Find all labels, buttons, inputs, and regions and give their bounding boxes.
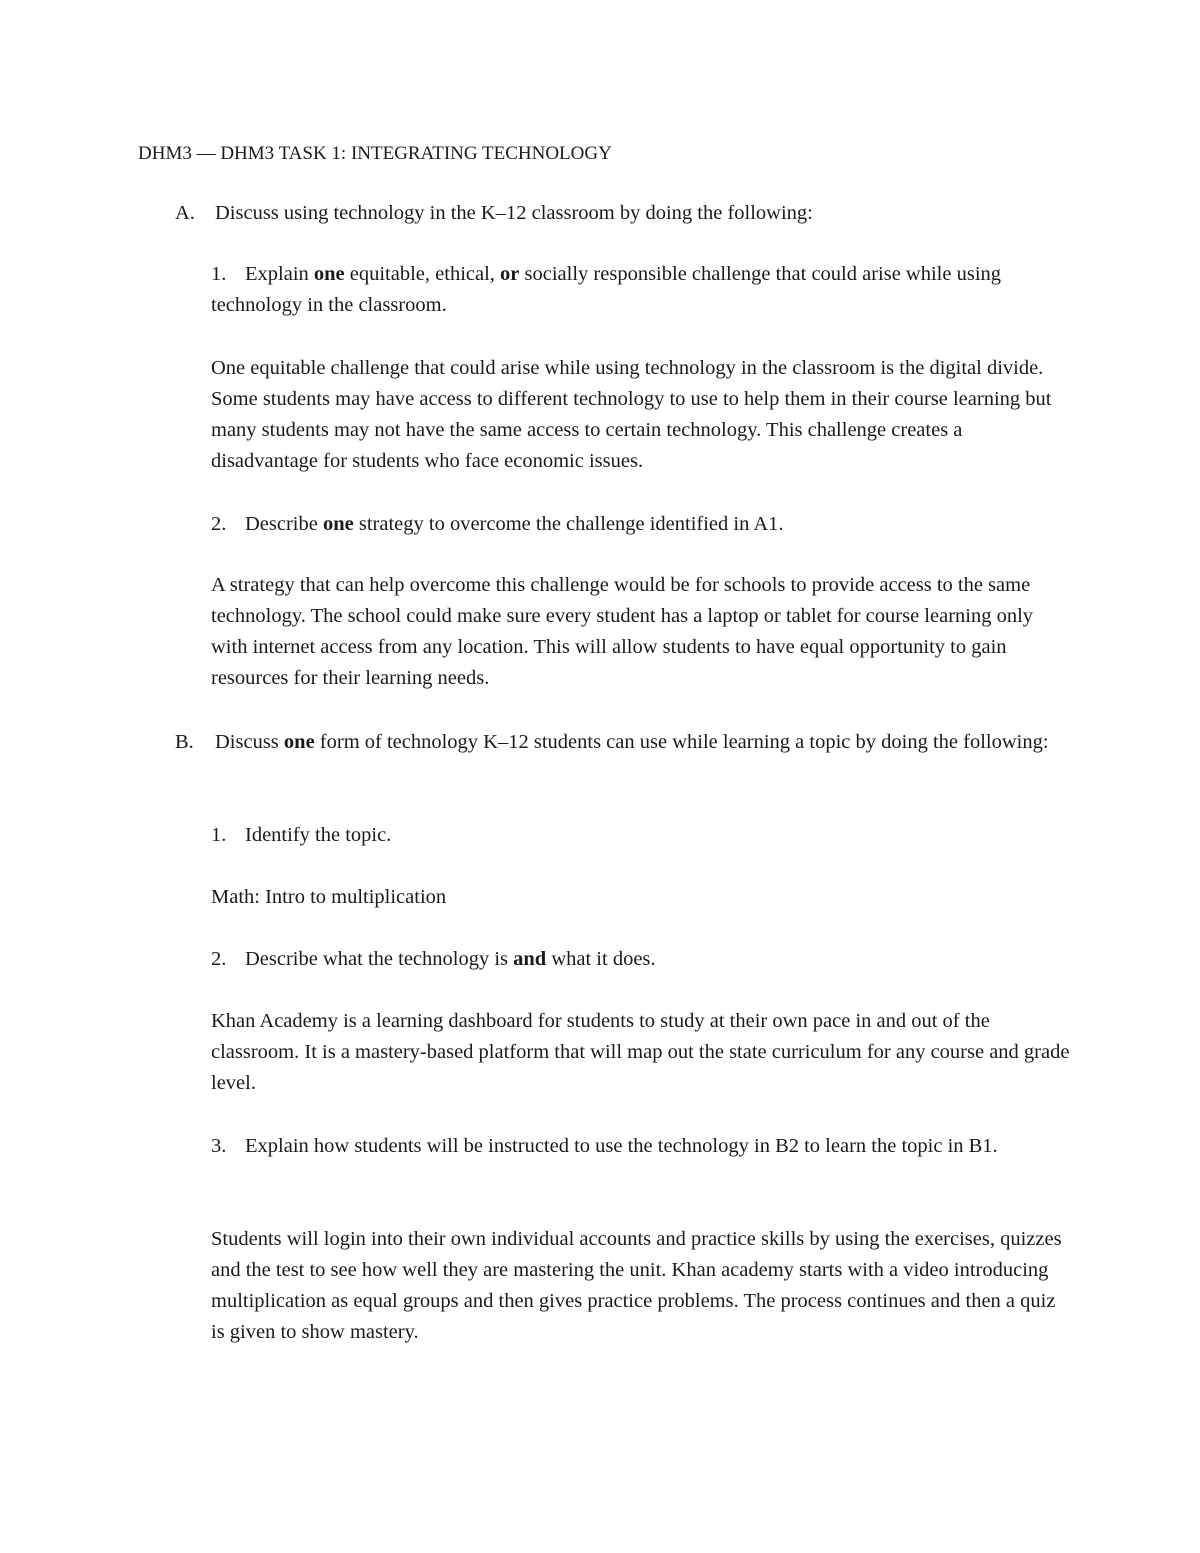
answer-b3: Students will login into their own individual accounts and practice skills by using the exercises, quizzes and the test to see how well they are mastering the unit. Khan academy starts with a video introducing multiplication as equal groups and then gives practice problems. The process continues and then a quiz is given to show mastery. [211,1228,1062,1343]
section-a-prompt [175,203,813,224]
answer-b1: Math: Intro to multiplication [211,886,447,908]
question-a1-number: 1. [211,263,227,285]
question-a2-number: 2. [211,513,227,535]
section-a-text: Discuss using technology in the K–12 classroom by doing the following: [215,202,813,224]
question-a1: 1. Explain one equitable, ethical, or socially responsible challenge that could arise while using technology in the classroom. [211,259,1071,321]
answer-b2: Khan Academy is a learning dashboard for students to study at their own pace in and out of the classroom. It is a mastery-based platform that will map out the state curriculum for any course and grade level. [211,1010,1070,1094]
answer-a1: One equitable challenge that could arise while using technology in the classroom is the digital divide. Some students may have access to different technology to use to help them in their course learning but many students may not have the same access to certain technology. This challenge creates a disadvantage for students who face economic issues. [211,357,1052,472]
question-b3: 3. Explain how students will be instructed to use the technology in B2 to learn the topic in B1. [211,1131,1071,1162]
page-title: DHM3 — DHM3 TASK 1: INTEGRATING TECHNOLOGY [138,143,612,164]
question-b1-number: 1. [211,824,227,846]
question-b1: 1. Identify the topic. [211,820,1071,851]
question-b3-number: 3. [211,1135,227,1157]
question-a2: 2. Describe one strategy to overcome the challenge identified in A1. [211,509,1071,540]
section-b-letter: B. [175,731,194,753]
section-a-letter: A. [175,202,195,224]
question-b2: 2. Describe what the technology is and what it does. [211,944,1071,975]
question-b2-number: 2. [211,948,227,970]
answer-a2: A strategy that can help overcome this challenge would be for schools to provide access to the same technology. The school could make sure every student has a laptop or tablet for course learning only with internet access from any location. This will allow students to have equal opportunity to gain resources for their learning needs. [211,574,1034,689]
section-b-prompt: B. Discuss one form of technology K–12 students can use while learning a topic by doing the following: [175,727,1055,758]
